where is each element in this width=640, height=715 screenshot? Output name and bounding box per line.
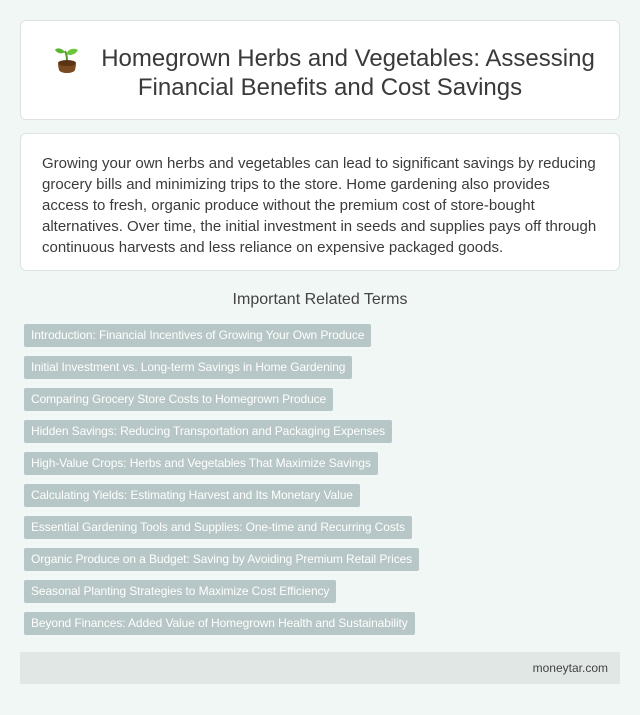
term-tag[interactable]: Essential Gardening Tools and Supplies: One-time and Recurring Costs	[24, 516, 412, 539]
title-card	[20, 20, 620, 120]
footer-site-link[interactable]: moneytar.com	[532, 661, 608, 675]
term-tag[interactable]: Comparing Grocery Store Costs to Homegrown Produce	[24, 388, 333, 411]
intro-card	[20, 133, 620, 271]
footer	[20, 652, 620, 684]
term-tag[interactable]: Beyond Finances: Added Value of Homegrown Health and Sustainability	[24, 612, 415, 635]
term-tag[interactable]: Calculating Yields: Estimating Harvest and Its Monetary Value	[24, 484, 360, 507]
term-tag[interactable]: Initial Investment vs. Long-term Savings in Home Gardening	[24, 356, 352, 379]
term-tag[interactable]: Organic Produce on a Budget: Saving by Avoiding Premium Retail Prices	[24, 548, 419, 571]
terms-list	[24, 324, 624, 644]
page-title: Homegrown Herbs and Vegetables: Assessing Financial Benefits and Cost Savings	[101, 45, 595, 101]
term-tag[interactable]: High-Value Crops: Herbs and Vegetables That Maximize Savings	[24, 452, 378, 475]
intro-paragraph: Growing your own herbs and vegetables can lead to significant savings by reducing grocery bills and minimizing trips to the store. Home gardening also provides access to fresh, organic produce without the premium cost of store-bought alternatives. Over time, the initial investment in seeds and supplies pays off through continuous harvests and less reliance on expensive packaged goods.	[42, 155, 597, 256]
terms-heading: Important Related Terms	[232, 291, 408, 308]
term-tag[interactable]: Seasonal Planting Strategies to Maximize Cost Efficiency	[24, 580, 336, 603]
term-tag[interactable]: Hidden Savings: Reducing Transportation and Packaging Expenses	[24, 420, 392, 443]
term-tag[interactable]: Introduction: Financial Incentives of Growing Your Own Produce	[24, 324, 371, 347]
